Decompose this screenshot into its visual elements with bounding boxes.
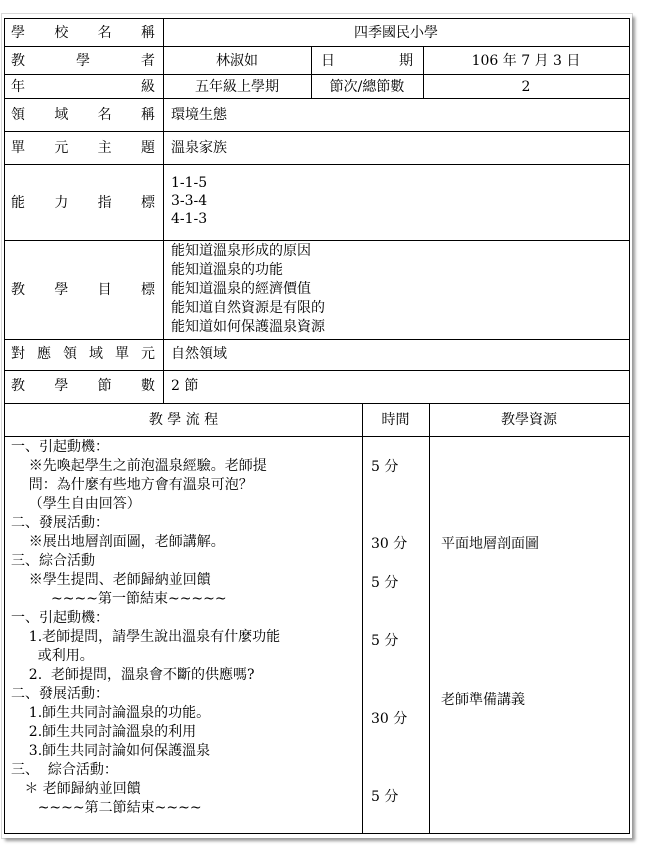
flow-line: 三、綜合活動 [11, 553, 95, 569]
unit-value: 溫泉家族 [171, 140, 227, 156]
corresponding-unit-label: 對 應 領 域 單 元 [11, 346, 155, 362]
flow-header-resources: 教學資源 [501, 412, 557, 428]
resource-value: 平面地層剖面圖 [441, 536, 539, 552]
teacher-label: 教 學 者 [11, 53, 155, 69]
flow-line: 2. 老師提問，溫泉會不斷的供應嗎? [11, 667, 255, 683]
session-count-label: 節次/總節數 [329, 79, 405, 95]
flow-line: 1.師生共同討論溫泉的功能。 [11, 705, 211, 721]
flow-line: 或利用。 [11, 648, 94, 664]
flow-line: ※展出地層剖面圖，老師講解。 [11, 534, 225, 550]
competency-item: 4-1-3 [171, 211, 208, 227]
column-divider [429, 403, 430, 834]
flow-line: ~~~~第二節結束~~~~ [11, 800, 202, 816]
objective-item: 能知道溫泉的經濟價值 [171, 281, 311, 297]
flow-steps [11, 438, 280, 818]
row-divider [5, 339, 629, 340]
flow-line: 1.老師提問，請學生說出溫泉有什麼功能 [11, 629, 281, 645]
competency-list [171, 174, 207, 228]
lesson-plan-table [4, 18, 630, 834]
objective-item: 能知道溫泉的功能 [171, 262, 283, 278]
flow-line: 二、發展活動： [11, 686, 109, 702]
flow-line: ※學生提問、老師歸納並回饋 [11, 572, 211, 588]
time-value: 5 分 [371, 789, 399, 805]
flow-line: ~~~~第一節結束~~~~~ [11, 591, 227, 607]
unit-label: 單 元 主 題 [11, 140, 155, 156]
flow-line: 三、 綜合活動： [11, 762, 118, 778]
domain-label: 領 域 名 稱 [11, 107, 155, 123]
row-divider [5, 164, 629, 165]
column-divider [163, 19, 164, 403]
objective-item: 能知道溫泉形成的原因 [171, 243, 311, 259]
time-value: 5 分 [371, 459, 399, 475]
flow-line: 二、發展活動： [11, 515, 109, 531]
date-value: 106 年 7 月 3 日 [471, 53, 581, 69]
flow-line: ＊ 老師歸納並回饋 [11, 781, 141, 797]
flow-line: 一、引起動機： [11, 610, 109, 626]
grade-value: 五年級上學期 [195, 79, 279, 95]
competency-item: 3-3-4 [171, 193, 208, 209]
objectives-label: 教 學 目 標 [11, 282, 155, 298]
objective-item: 能知道如何保護溫泉資源 [171, 319, 325, 335]
flow-line: 一、引起動機： [11, 439, 109, 455]
periods-label: 教 學 節 數 [11, 378, 155, 394]
time-value: 30 分 [371, 711, 408, 727]
objectives-list [171, 242, 325, 337]
time-value: 5 分 [371, 575, 399, 591]
flow-header-time: 時間 [381, 412, 410, 428]
column-divider [362, 403, 363, 834]
date-label: 日 期 [321, 53, 413, 69]
time-value: 30 分 [371, 536, 408, 552]
flow-header-process: 教 學 流 程 [148, 412, 219, 428]
flow-line: 3.師生共同討論如何保護溫泉 [11, 743, 211, 759]
grade-label: 年 級 [11, 79, 155, 95]
domain-value: 環境生態 [171, 107, 227, 123]
teacher-value: 林淑如 [216, 53, 258, 69]
row-divider [5, 131, 629, 132]
school-name-label: 學 校 名 稱 [11, 25, 155, 41]
session-count-value: 2 [521, 79, 531, 95]
time-value: 5 分 [371, 633, 399, 649]
row-divider [5, 74, 629, 75]
flow-line: ※先喚起學生之前泡溫泉經驗。老師提 [11, 458, 267, 474]
corresponding-unit-value: 自然領域 [171, 346, 227, 362]
objective-item: 能知道自然資源是有限的 [171, 300, 325, 316]
row-divider [5, 370, 629, 371]
row-divider [5, 436, 629, 437]
flow-line: （學生自由回答） [11, 496, 141, 512]
flow-line: 問：為什麼有些地方會有溫泉可泡？ [11, 477, 253, 493]
row-divider [5, 403, 629, 404]
competency-label: 能 力 指 標 [11, 195, 155, 211]
row-divider [5, 98, 629, 99]
row-divider [5, 240, 629, 241]
resource-value: 老師準備講義 [441, 692, 525, 708]
row-divider [5, 46, 629, 47]
flow-line: 2.師生共同討論溫泉的利用 [11, 724, 197, 740]
competency-item: 1-1-5 [171, 175, 208, 191]
periods-value: 2 節 [171, 378, 199, 394]
school-name-value: 四季國民小學 [354, 25, 438, 41]
